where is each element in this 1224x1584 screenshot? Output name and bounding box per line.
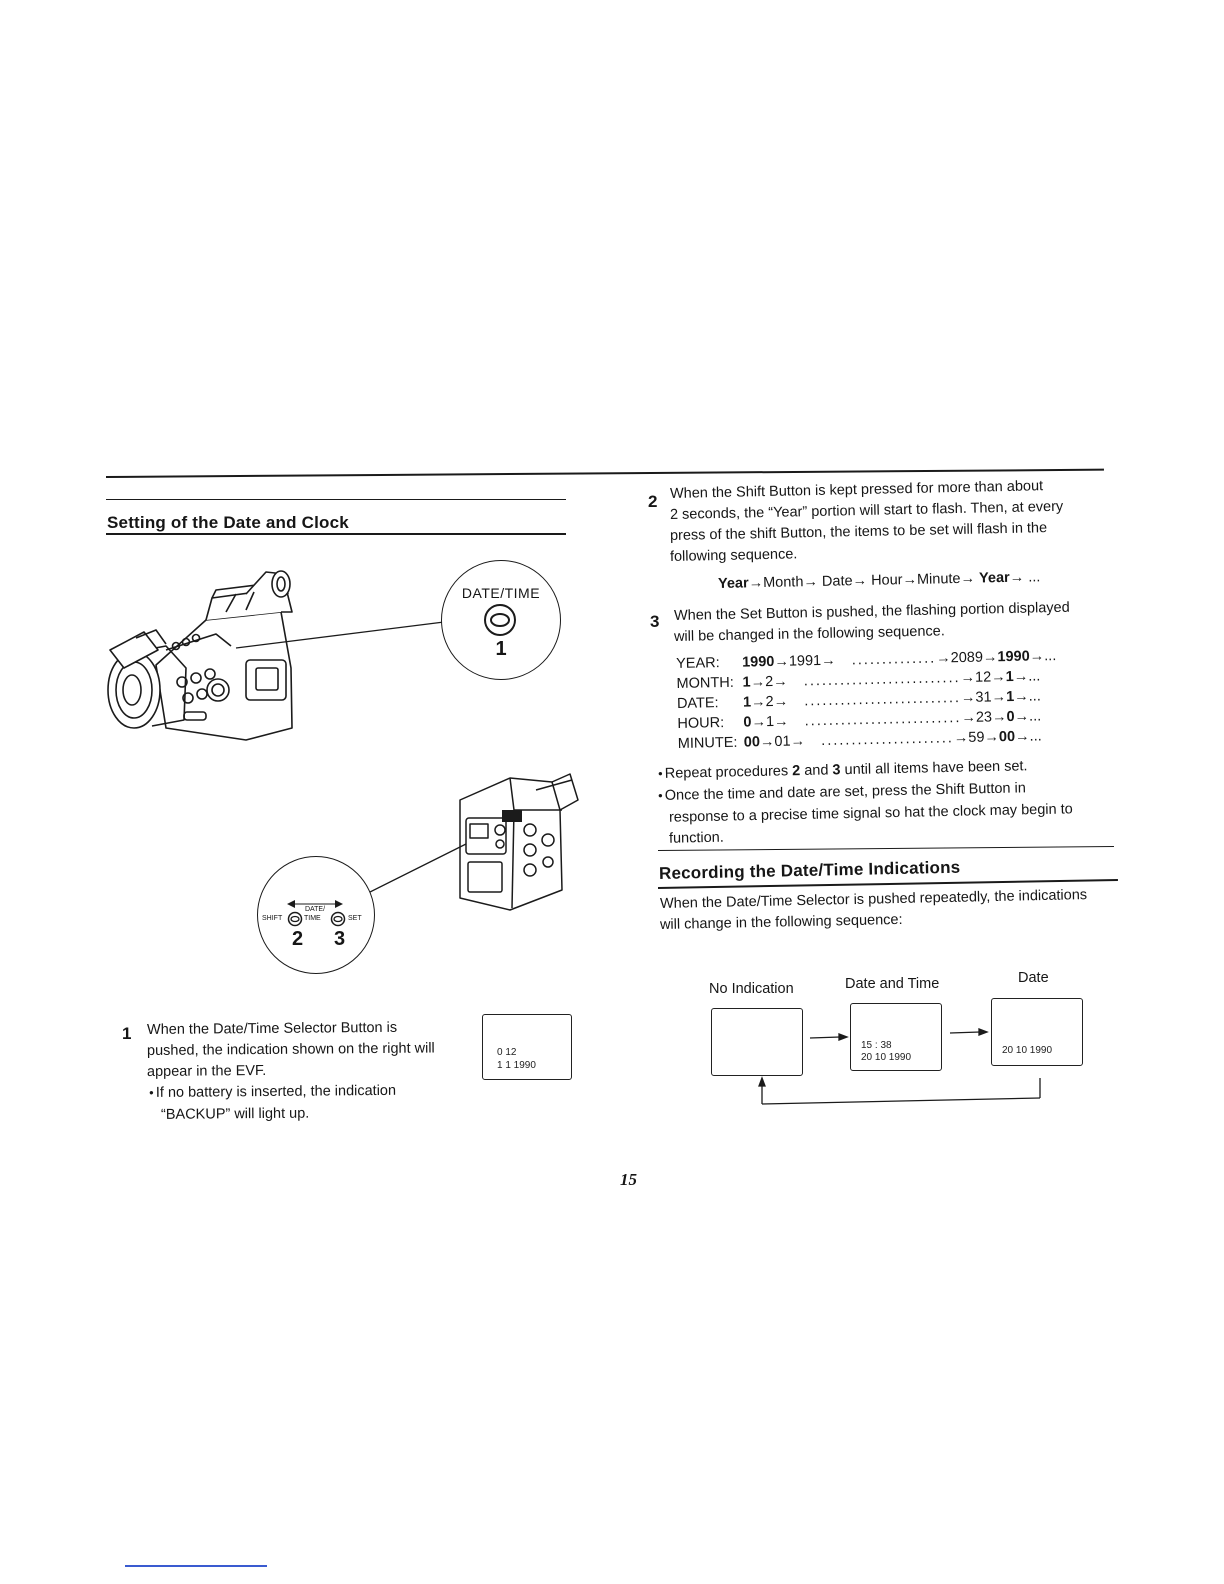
step-3-notes bbox=[658, 758, 1118, 850]
row-end: →12→ bbox=[960, 669, 1006, 687]
step-1-line: appear in the EVF. bbox=[146, 1062, 267, 1080]
screen-label-date-and-time: Date and Time bbox=[845, 976, 940, 992]
screen-label-date: Date bbox=[1018, 970, 1049, 986]
table-row-month bbox=[676, 668, 1040, 692]
table-row-hour bbox=[677, 708, 1041, 732]
row-start: →1→ bbox=[751, 713, 789, 731]
note-text: Repeat procedures bbox=[664, 763, 793, 782]
callout-date-label: DATE/ bbox=[304, 906, 326, 913]
note-text: response to a precise time signal so hat the clock may begin to bbox=[668, 801, 1073, 826]
step-3-line: will be changed in the following sequence. bbox=[673, 623, 945, 645]
step-2-number: 2 bbox=[648, 492, 658, 511]
sequence-end: Year bbox=[978, 569, 1010, 587]
leader-line-bottom bbox=[360, 840, 470, 900]
evf-line: 1 1 1990 bbox=[497, 1060, 536, 1071]
evf-line: 20 10 1990 bbox=[1002, 1045, 1053, 1056]
indication-cycle-arrows bbox=[700, 1000, 1100, 1120]
step-1-note bbox=[147, 1080, 477, 1105]
row-label: MONTH: bbox=[676, 674, 734, 692]
step-1-note-line: If no battery is inserted, the indication bbox=[155, 1082, 397, 1101]
evf-display-backup bbox=[482, 1014, 572, 1080]
row-end: →59→ bbox=[953, 729, 1000, 747]
row-label: YEAR: bbox=[676, 655, 720, 672]
row-dots: ...................... bbox=[821, 730, 954, 749]
row-start-bold: 1 bbox=[742, 694, 752, 711]
date-time-callout-label: DATE/TIME bbox=[461, 585, 541, 601]
step-3-number: 3 bbox=[650, 612, 660, 631]
evf-line: 0 12 bbox=[497, 1047, 517, 1058]
row-end-bold: 0 bbox=[1006, 708, 1015, 726]
callout-time-label: TIME bbox=[304, 915, 321, 922]
row-dots: .............. bbox=[851, 650, 937, 669]
step-2-line: 2 seconds, the “Year” portion will start to flash. Then, at every bbox=[669, 498, 1064, 523]
set-value-table bbox=[676, 647, 1118, 756]
callout-number-1: 1 bbox=[495, 638, 507, 660]
date-time-button-icon bbox=[482, 602, 518, 638]
shift-button-icon bbox=[287, 911, 303, 927]
bottom-accent-rule bbox=[125, 1565, 267, 1567]
section-heading-recording: Recording the Date/Time Indications bbox=[658, 857, 961, 883]
callout-number-2: 2 bbox=[292, 928, 304, 950]
note-text: and bbox=[800, 762, 833, 780]
step-3-text bbox=[673, 599, 1114, 648]
note-text: Once the time and date are set, press the Shift Button in bbox=[664, 780, 1027, 804]
row-start: →2→ bbox=[750, 693, 789, 711]
row-end: →23→ bbox=[961, 709, 1007, 727]
step-1-number: 1 bbox=[122, 1024, 132, 1043]
recording-line: will change in the following sequence: bbox=[659, 911, 903, 933]
left-heading-rule-top bbox=[106, 499, 566, 500]
row-start-bold: 00 bbox=[743, 734, 761, 751]
row-tail: →... bbox=[1014, 708, 1042, 725]
row-start: →1991→ bbox=[774, 652, 836, 670]
step-1-line: pushed, the indication shown on the right will bbox=[146, 1040, 435, 1059]
callout-shift-label: SHIFT bbox=[262, 915, 283, 922]
callout-set-label: SET bbox=[348, 915, 362, 922]
row-start: →01→ bbox=[759, 733, 806, 751]
step-2-line: following sequence. bbox=[669, 546, 798, 565]
row-tail: →... bbox=[1013, 668, 1041, 685]
left-heading-rule-bottom bbox=[106, 533, 566, 535]
step-2-line: press of the shift Button, the items to be set will flash in the bbox=[669, 520, 1048, 544]
row-label: DATE: bbox=[676, 695, 719, 712]
row-dots: .......................... bbox=[803, 670, 961, 690]
row-tail: →... bbox=[1029, 648, 1057, 665]
top-rule bbox=[106, 469, 1104, 478]
step-3-line: When the Set Button is pushed, the flashing portion displayed bbox=[673, 599, 1070, 624]
sequence-tail: → ... bbox=[1009, 569, 1041, 586]
note-step-ref: 3 bbox=[832, 762, 841, 779]
step-2-text bbox=[669, 478, 1120, 568]
sequence-start: Year bbox=[717, 575, 749, 592]
note-step-ref: 2 bbox=[791, 763, 801, 780]
step-2-sequence bbox=[718, 569, 1041, 592]
row-start-bold: 1990 bbox=[741, 653, 775, 671]
row-end-bold: 00 bbox=[998, 728, 1016, 746]
sequence-middle: →Month→ Date→ Hour→Minute→ bbox=[748, 570, 980, 592]
section-heading-setting-date-clock: Setting of the Date and Clock bbox=[107, 513, 349, 532]
row-end-bold: 1 bbox=[1005, 688, 1015, 706]
recording-line: When the Date/Time Selector is pushed repeatedly, the indications bbox=[659, 887, 1088, 912]
evf-line: 20 10 1990 bbox=[861, 1052, 912, 1063]
row-start-bold: 0 bbox=[743, 714, 752, 731]
page-number: 15 bbox=[620, 1170, 637, 1189]
row-label: HOUR: bbox=[677, 715, 725, 732]
row-end: →2089→ bbox=[936, 649, 998, 667]
recording-text bbox=[659, 887, 1120, 936]
step-1-line: When the Date/Time Selector Button is bbox=[146, 1019, 398, 1038]
row-start-bold: 1 bbox=[742, 674, 751, 691]
row-end: →31→ bbox=[960, 689, 1007, 707]
row-dots: .......................... bbox=[804, 690, 962, 710]
row-label: MINUTE: bbox=[677, 734, 738, 752]
row-end-bold: 1990 bbox=[997, 648, 1030, 666]
screen-label-no-indication: No Indication bbox=[709, 981, 794, 997]
step-2-line: When the Shift Button is kept pressed for more than about bbox=[669, 478, 1044, 502]
step-1-text bbox=[147, 1020, 477, 1126]
row-dots: .......................... bbox=[804, 710, 962, 730]
table-row-minute bbox=[678, 728, 1042, 752]
table-row-date bbox=[677, 688, 1041, 712]
step-1-note-line: “BACKUP” will light up. bbox=[160, 1105, 310, 1123]
set-button-icon bbox=[330, 911, 346, 927]
row-tail: →... bbox=[1014, 688, 1041, 705]
row-end-bold: 1 bbox=[1005, 668, 1014, 686]
row-start: →2→ bbox=[750, 673, 788, 691]
evf-line: 15 : 38 bbox=[861, 1040, 892, 1051]
note-text: function. bbox=[668, 829, 724, 847]
note-text: until all items have been set. bbox=[840, 758, 1028, 779]
callout-number-3: 3 bbox=[334, 928, 346, 950]
row-tail: →... bbox=[1014, 728, 1042, 745]
